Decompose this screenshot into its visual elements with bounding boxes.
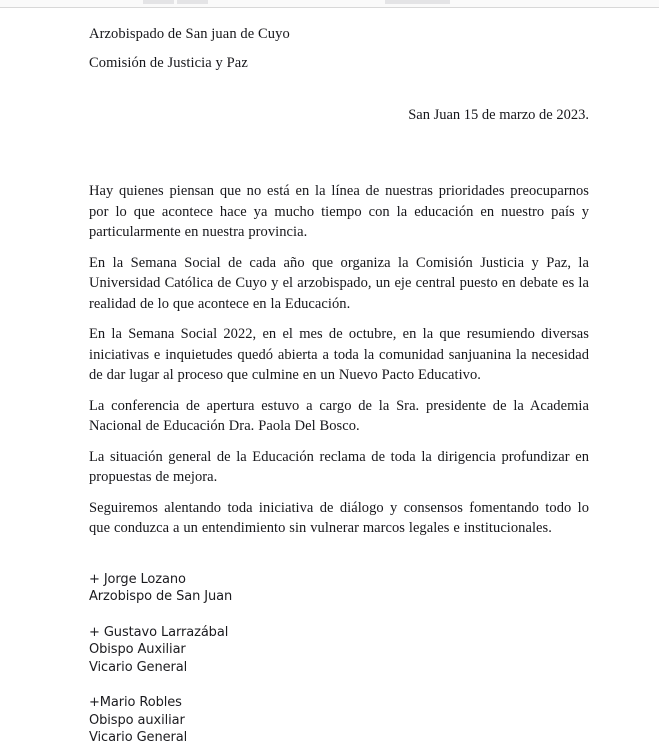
signatory (89, 624, 589, 677)
paragraph: En la Semana Social 2022, en el mes de octubre, en la que resumiendo diversas iniciativas e inquietudes quedó abierta a toda la comunidad sanjuanina la necesidad de dar lugar al proceso que culmine en un Nuevo Pacto Educativo. (89, 326, 589, 383)
signatory-name: + Jorge Lozano (89, 571, 186, 587)
letterhead-line-commission: Comisión de Justicia y Paz (89, 55, 248, 71)
letterhead-line-organization: Arzobispado de San juan de Cuyo (89, 26, 290, 42)
signatory-title: Obispo Auxiliar (89, 642, 186, 657)
letterhead (89, 8, 589, 78)
paragraph: La situación general de la Educación reclama de toda la dirigencia profundizar en propuestas de mejora. (89, 448, 589, 485)
signatory-name: +Mario Robles (89, 695, 182, 710)
signatory-title-secondary: Vicario General (89, 659, 188, 675)
paragraph: Hay quienes piensan que no está en la línea de nuestras prioridades preocuparnos por lo que acontece hace ya mucho tiempo con la educación en nuestro país y particularmente en nuestra provincia. (89, 183, 589, 240)
document-body (89, 8, 589, 747)
paragraph: Seguiremos alentando toda iniciativa de diálogo y consensos fomentando todo lo que conduzca a un entendimiento sin vulnerar marcos legales e institucionales. (89, 499, 589, 536)
signatory (89, 694, 589, 747)
signatory-title: Obispo auxiliar (89, 712, 185, 728)
signatory-name: + Gustavo Larrazábal (89, 624, 229, 640)
chrome-ui-chip (177, 0, 208, 4)
chrome-ui-chip (385, 0, 450, 4)
paragraph: En la Semana Social de cada año que organiza la Comisión Justicia y Paz, la Universidad Católica de Cuyo y el arzobispado, un eje central puesto en debate es la realidad de lo que acontece en la Educación. (89, 254, 589, 312)
date-line: San Juan 15 de marzo de 2023. (408, 107, 589, 123)
document-page (0, 8, 659, 745)
paragraph: La conferencia de apertura estuvo a cargo de la Sra. presidente de la Academia Nacional de Educación Dra. Paola Del Bosco. (89, 397, 589, 434)
chrome-ui-chip (143, 0, 174, 4)
browser-chrome-strip (0, 0, 659, 8)
letter-body (89, 181, 589, 539)
signatory-title: Arzobispo de San Juan (89, 589, 233, 604)
signatory (89, 571, 589, 606)
signature-block (89, 571, 589, 747)
signatory-title-secondary: Vicario General (89, 730, 188, 745)
